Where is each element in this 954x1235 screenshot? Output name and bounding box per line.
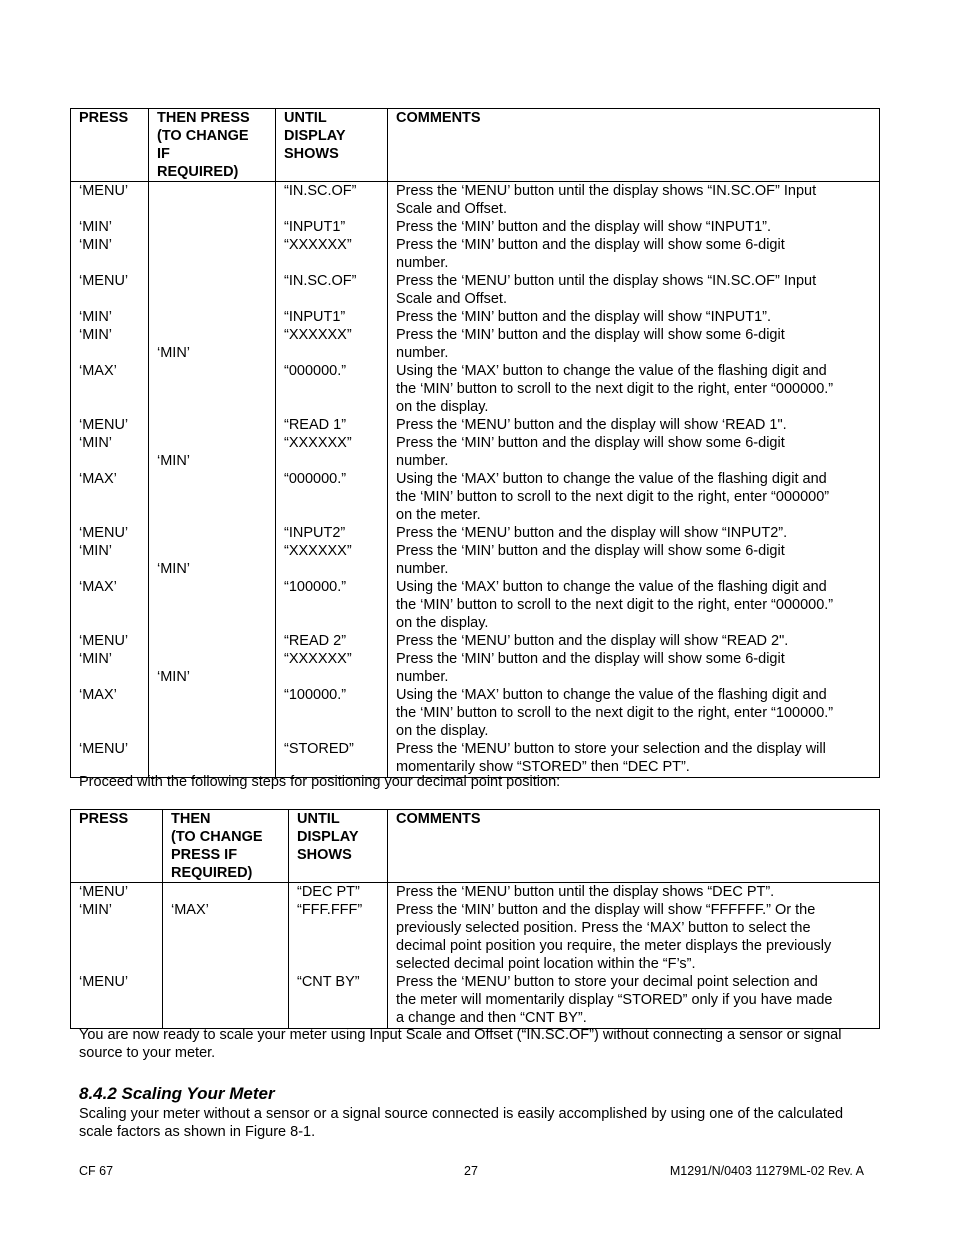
table-header-row [71,810,880,883]
table-header-row [71,109,880,182]
header-until-display: UNTIL DISPLAY SHOWS [276,109,388,182]
header-then-press: THEN (TO CHANGE PRESS IF REQUIRED) [163,810,289,883]
header-press: PRESS [71,109,149,182]
decimal-point-table [70,809,880,1029]
footer-right: M1291/N/0403 11279ML-02 Rev. A [669,1164,864,1178]
then-cell: ‘MAX’ [163,883,289,1029]
page-number: 27 [464,1164,478,1178]
press-cell: ‘MENU’ ‘MIN’ ‘MIN’ ‘MENU’ ‘MIN’ ‘MIN’ ‘MAX’ ‘MENU’ ‘MIN’ ‘MAX’ ‘MENU’ ‘MIN’ ‘MAX’ ‘MENU’ ‘MIN’ ‘MAX’ ‘MENU’ [71,182,149,778]
header-press: PRESS [71,810,163,883]
header-until-display: UNTIL DISPLAY SHOWS [289,810,388,883]
ready-text: You are now ready to scale your meter using Input Scale and Offset (“IN.SC.OF”) without connecting a sensor or signal source to your meter. [79,1027,842,1061]
section-heading: 8.4.2 Scaling Your Meter [79,1084,275,1103]
header-comments: COMMENTS [388,810,880,883]
scaling-steps-table [70,108,880,778]
proceed-text: Proceed with the following steps for positioning your decimal point position: [79,774,561,790]
until-cell: “IN.SC.OF” “INPUT1” “XXXXXX” “IN.SC.OF” “INPUT1” “XXXXXX” “000000.” “READ 1” “XXXXXX” “000000.” “INPUT2” “XXXXXX” “100000.” “READ 2” “XXXXXX” “100000.” “STORED” [276,182,388,778]
footer-left: CF 67 [79,1164,114,1178]
header-then-press: THEN PRESS (TO CHANGE IF REQUIRED) [149,109,276,182]
comments-cell: Press the ‘MENU’ button until the display shows “DEC PT”. Press the ‘MIN’ button and the display will show “FFFFFF.” Or the previously selected position. Press the ‘MAX’ button to select the decimal point position you require, the meter displays the previously selected decimal point location within the “F’s”. Press the ‘MENU’ button to store your decimal point selection and the meter will momentarily display “STORED” only if you have made a change and then “CNT BY”. [388,883,880,1029]
section-text: Scaling your meter without a sensor or a signal source connected is easily accomplished by using one of the calculated scale factors as shown in Figure 8-1. [79,1106,844,1140]
press-cell: ‘MENU’ ‘MIN’ ‘MENU’ [71,883,163,1029]
then-cell: ‘MIN’ ‘MIN’ ‘MIN’ ‘MIN’ [149,182,276,778]
until-cell: “DEC PT” “FFF.FFF” “CNT BY” [289,883,388,1029]
header-comments: COMMENTS [388,109,880,182]
table-row [71,182,880,778]
comments-cell: Press the ‘MENU’ button until the display shows “IN.SC.OF” Input Scale and Offset. Press the ‘MIN’ button and the display will show “INPUT1”. Press the ‘MIN’ button and the display will show some 6-digit number. Press the ‘MENU’ button until the display shows “IN.SC.OF” Input Scale and Offset. Press the ‘MIN’ button and the display will show “INPUT1”. Press the ‘MIN’ button and the display will show some 6-digit number. Using the ‘MAX’ button to change the value of the flashing digit and the ‘MIN’ button to scroll to the next digit to the right, enter “000000.” on the display. Press the ‘MENU’ button and the display will show ‘READ 1". Press the ‘MIN’ button and the display will show some 6-digit number. Using the ‘MAX’ button to change the value of the flashing digit and the ‘MIN’ button to scroll to the next digit to the right, enter “000000” on the meter. Press the ‘MENU’ button and the display will show “INPUT2”. Press the ‘MIN’ button and the display will show some 6-digit number. Using the ‘MAX’ button to change the value of the flashing digit and the ‘MIN’ button to scroll to the next digit to the right, enter “000000.” on the display. Press the ‘MENU’ button and the display will show “READ 2". Press the ‘MIN’ button and the display will show some 6-digit number. Using the ‘MAX’ button to change the value of the flashing digit and the ‘MIN’ button to scroll to the next digit to the right, enter “100000.” on the display. Press the ‘MENU’ button to store your selection and the display will momentarily show “STORED” then “DEC PT”. [388,182,880,778]
table-row [71,883,880,1029]
